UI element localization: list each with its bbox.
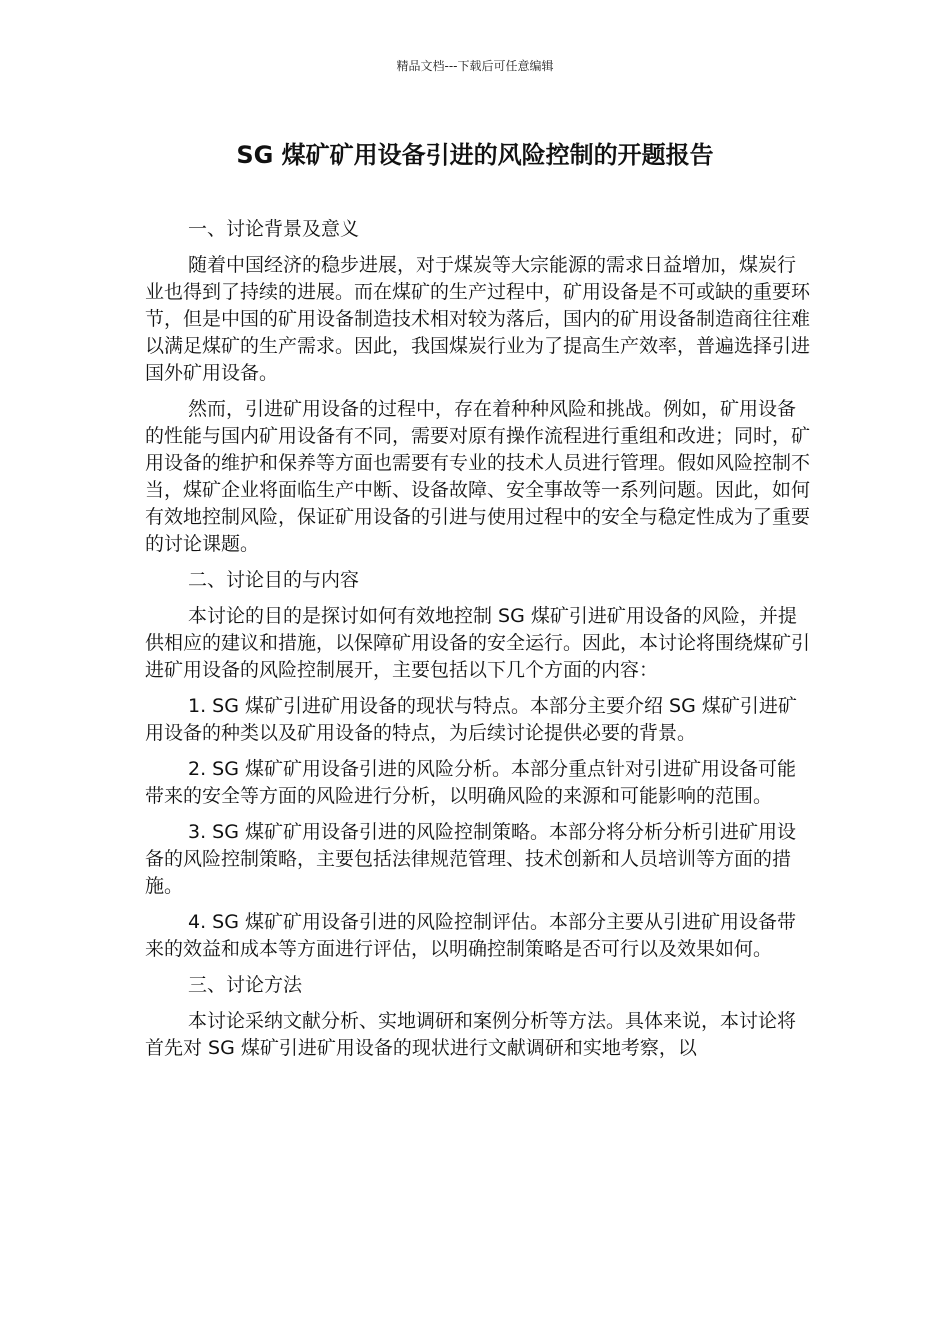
list-item-3: 3. SG 煤矿矿用设备引进的风险控制策略。本部分将分析分析引进矿用设备的风险控制策略，主要包括法律规范管理、技术创新和人员培训等方面的措施。: [145, 821, 796, 897]
document-title: SG 煤矿矿用设备引进的风险控制的开题报告: [236, 141, 714, 169]
paragraph-background-1: 随着中国经济的稳步进展，对于煤炭等大宗能源的需求日益增加，煤炭行业也得到了持续的进展。而在煤矿的生产过程中，矿用设备是不可或缺的重要环节，但是中国的矿用设备制造技术相对较为落后，国内的矿用设备制造商往往难以满足煤矿的生产需求。因此，我国煤炭行业为了提高生产效率，普遍选择引进国外矿用设备。: [145, 254, 811, 384]
paragraph-background-2: 然而，引进矿用设备的过程中，存在着种种风险和挑战。例如，矿用设备的性能与国内矿用设备有不同，需要对原有操作流程进行重组和改进；同时，矿用设备的维护和保养等方面也需要有专业的技术人员进行管理。假如风险控制不当，煤矿企业将面临生产中断、设备故障、安全事故等一系列问题。因此，如何有效地控制风险，保证矿用设备的引进与使用过程中的安全与稳定性成为了重要的讨论课题。: [145, 398, 811, 555]
list-item-2: 2. SG 煤矿矿用设备引进的风险分析。本部分重点针对引进矿用设备可能带来的安全等方面的风险进行分析，以明确风险的来源和可能影响的范围。: [145, 758, 796, 807]
document-body: [145, 216, 813, 1071]
header-note: 精品文档---下载后可任意编辑: [396, 59, 554, 73]
section-heading-method: 三、讨论方法: [188, 974, 303, 996]
paragraph-method: 本讨论采纳文献分析、实地调研和案例分析等方法。具体来说，本讨论将首先对 SG 煤矿引进矿用设备的现状进行文献调研和实地考察，以: [145, 1010, 797, 1059]
section-heading-background: 一、讨论背景及意义: [188, 218, 360, 240]
section-heading-purpose: 二、讨论目的与内容: [188, 569, 360, 591]
list-item-1: 1. SG 煤矿引进矿用设备的现状与特点。本部分主要介绍 SG 煤矿引进矿用设备的种类以及矿用设备的特点，为后续讨论提供必要的背景。: [145, 695, 797, 744]
paragraph-purpose: 本讨论的目的是探讨如何有效地控制 SG 煤矿引进矿用设备的风险，并提供相应的建议和措施，以保障矿用设备的安全运行。因此，本讨论将围绕煤矿引进矿用设备的风险控制展开，主要包括以下几个方面的内容：: [145, 605, 811, 681]
list-item-4: 4. SG 煤矿矿用设备引进的风险控制评估。本部分主要从引进矿用设备带来的效益和成本等方面进行评估，以明确控制策略是否可行以及效果如何。: [145, 911, 796, 960]
